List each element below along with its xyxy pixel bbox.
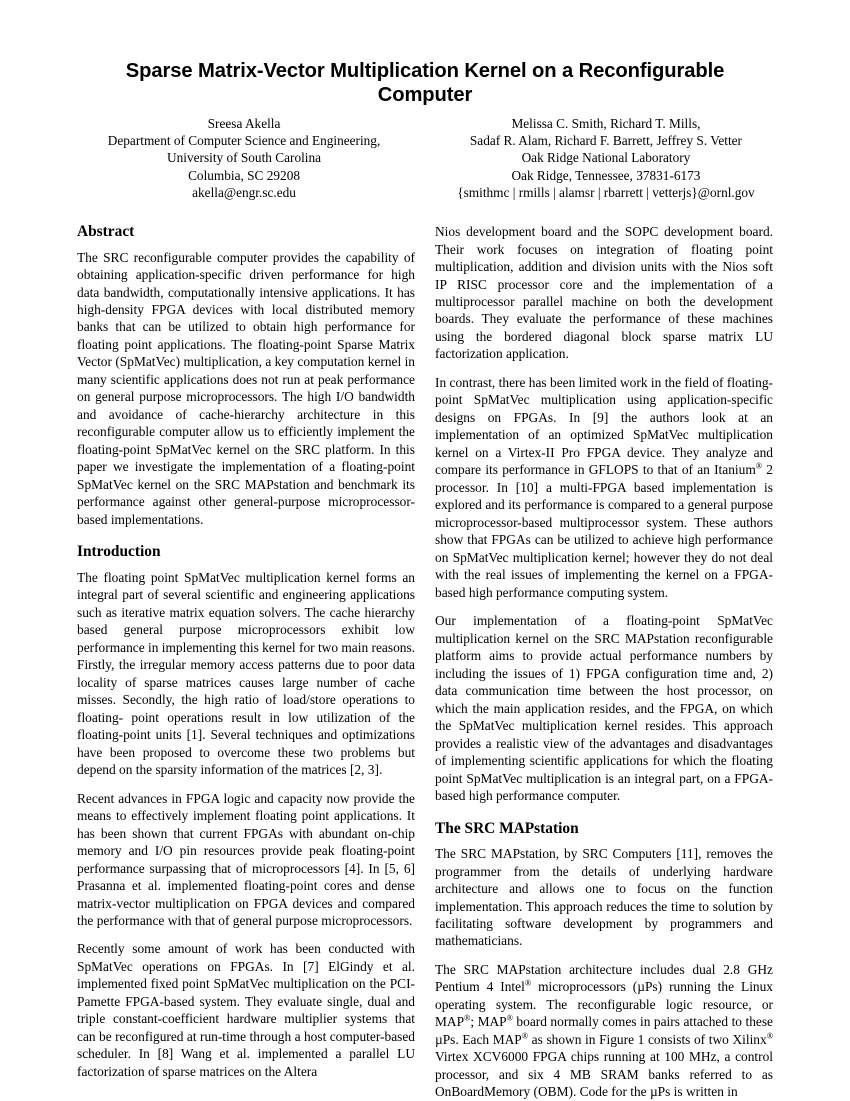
registered-mark-icon: ® <box>464 1013 471 1023</box>
registered-mark-icon: ® <box>521 1031 529 1041</box>
related-work-paragraph-1: Nios development board and the SOPC development board. Their work focuses on integration of floating point multiplication, addition and division units with the Nios soft IP RISC processor core and the implementation of a multiprocessor parallel machine on both the development boards. They evaluate the performance of these machines using the bordered diagonal block sparse matrix LU factorization application. <box>435 224 773 362</box>
author-name-left: Sreesa Akella <box>207 115 281 131</box>
author-institution-right: Oak Ridge National Laboratory <box>521 150 691 166</box>
author-block <box>77 115 773 201</box>
author-location-left: Columbia, SC 29208 <box>188 167 300 183</box>
introduction-paragraph-2: Recent advances in FPGA logic and capacity now provide the means to effectively implement floating point applications. It has been shown that current FPGAs with abundant on-chip memory and I/O pin resources provide peak floating-point performance surpassing that of microprocessors [4]. In [5, 6] Prasanna et al. implemented floating-point cores and dense matrix-vector multiplication on FPGA devices and compared the performance with that of general purpose microprocessors. <box>77 790 415 928</box>
mapstation-p2-text-c: ; MAP <box>470 1014 507 1030</box>
author-dept-left: Department of Computer Science and Engineering, <box>107 132 381 148</box>
registered-mark-icon: ® <box>524 978 532 988</box>
paper-content <box>77 0 773 1101</box>
mapstation-paragraph-1: The SRC MAPstation, by SRC Computers [11], removes the programmer from the details of underlying hardware architecture and allows one to focus on the function implementation. This approach reduces the time to solution by facilitating software development by programmers and mathematicians. <box>435 846 773 949</box>
mapstation-p2-text-e: as shown in Figure 1 consists of two Xilinx <box>528 1031 767 1047</box>
column-left <box>77 223 415 1101</box>
author-affiliation-right <box>439 115 773 201</box>
contribution-paragraph: Our implementation of a floating-point SpMatVec multiplication kernel on the SRC MAPstation reconfigurable platform aims to provide actual performance numbers by including the issues of 1) FPGA configuration time and, 2) data communication time between the host processor, on which the main application resides, and the FPGA, on which the SpMatVec multiplication kernel resides. This approach provides a realistic view of the advantages and disadvantages of implementing scientific applications for which the floating point SpMatVec multiplication is an integral part, on a FPGA-based high performance computer. <box>435 613 773 804</box>
related-work-p2-text-b: 2 processor. In [10] a multi-FPGA based implementation is explored and its performance is compared to a general purpose microprocessor-based multiprocessor system. These authors show that FPGAs can be utilized to achieve high performance on SpMatVec multiplication kernel; however they do not deal with the real issues of implementing the kernel on a FPGA-based high performance computing system. <box>435 462 773 600</box>
introduction-paragraph-1: The floating point SpMatVec multiplication kernel forms an integral part of several scientific and engineering applications such as iterative matrix equation solvers. The cache hierarchy based general purpose microprocessors exhibit low performance in implementing this kernel for two main reasons. Firstly, the irregular memory access patterns due to poor data locality of sparse matrices causes large number of cache misses. Secondly, the high ratio of load/store operations to floating- point operations result in low utilization of the floating-point units [1]. Several techniques and optimizations have been proposed to overcome these two problems but depend on the sparsity information of the matrices [2, 3]. <box>77 569 416 778</box>
author-name-right: Melissa C. Smith, Richard T. Mills, <box>511 115 701 131</box>
section-heading-abstract: Abstract <box>77 223 135 241</box>
column-right <box>435 223 773 1101</box>
author-location-right: Oak Ridge, Tennessee, 37831-6173 <box>511 167 701 183</box>
mapstation-p2-text-d: board normally comes in pairs attached to these µPs. Each MAP <box>435 1014 774 1047</box>
author-email-right: {smithmc | rmills | alamsr | rbarrett | vetterjs}@ornl.gov <box>457 184 755 200</box>
related-work-paragraph-2 <box>435 374 773 601</box>
registered-mark-icon: ® <box>506 1013 513 1023</box>
section-heading-introduction: Introduction <box>77 543 161 561</box>
mapstation-p2-text-f: Virtex XCV6000 FPGA chips running at 100 MHz, a control processor, and six 4 MB SRAM banks referred to as OnBoardMemory (OBM). Code for the µPs is written in <box>435 1049 773 1100</box>
registered-mark-icon: ® <box>755 461 763 471</box>
page-title: Sparse Matrix-Vector Multiplication Kernel on a Reconfigurable Computer <box>125 60 725 106</box>
registered-mark-icon: ® <box>766 1031 773 1041</box>
body-columns <box>77 223 773 1101</box>
author-dept-right: Sadaf R. Alam, Richard F. Barrett, Jeffrey S. Vetter <box>469 132 742 148</box>
related-work-p2-text-a: In contrast, there has been limited work in the field of floating-point SpMatVec multiplication using application-specific designs on FPGAs. In [9] the authors look at an implementation of an optimized SpMatVec multiplication kernel on a Virtex-II Pro FPGA device. They analyze and compare its performance in GFLOPS to that of an Itanium <box>435 374 773 478</box>
author-affiliation-left <box>77 115 411 201</box>
introduction-paragraph-3: Recently some amount of work has been conducted with SpMatVec operations on FPGAs. In [7] ElGindy et al. implemented fixed point SpMatVec multiplication on the PCI-Pamette FPGA-based system. They evaluate single, dual and triple constant-coefficient hardware multiplier systems that can be reconfigured at run-time through a host computer-based scheduler. In [8] Wang et al. implemented a parallel LU factorization of sparse matrices on the Altera <box>77 941 415 1079</box>
mapstation-p2-text-a: The SRC MAPstation architecture includes dual 2.8 GHz Pentium 4 Intel <box>435 961 773 995</box>
author-email-left: akella@engr.sc.edu <box>192 184 296 200</box>
abstract-paragraph: The SRC reconfigurable computer provides the capability of obtaining application-specific driven performance for high data bandwidth, computationally intensive applications. It has high-density FPGA devices with local distributed memory banks that can be utilized to obtain high performance for floating point applications. The floating-point Sparse Matrix Vector (SpMatVec) multiplication, a key computation kernel in many scientific applications does not run at peak performance on general purpose microprocessors. The high I/O bandwidth and avoidance of cache-hierarchy architecture in this reconfigurable computer allow us to efficiently implement the floating-point SpMatVec kernel on the SRC platform. In this paper we investigate the implementation of a floating-point SpMatVec kernel on the SRC MAPstation and benchmark its performance against other general-purpose microprocessor-based implementations. <box>77 249 415 527</box>
mapstation-p2-text-b: microprocessors (µPs) running the Linux operating system. The reconfigurable logic resource, or MAP <box>435 979 773 1030</box>
section-heading-src-mapstation: The SRC MAPstation <box>435 819 579 837</box>
mapstation-paragraph-2 <box>435 961 773 1101</box>
author-institution-left: University of South Carolina <box>167 150 322 166</box>
